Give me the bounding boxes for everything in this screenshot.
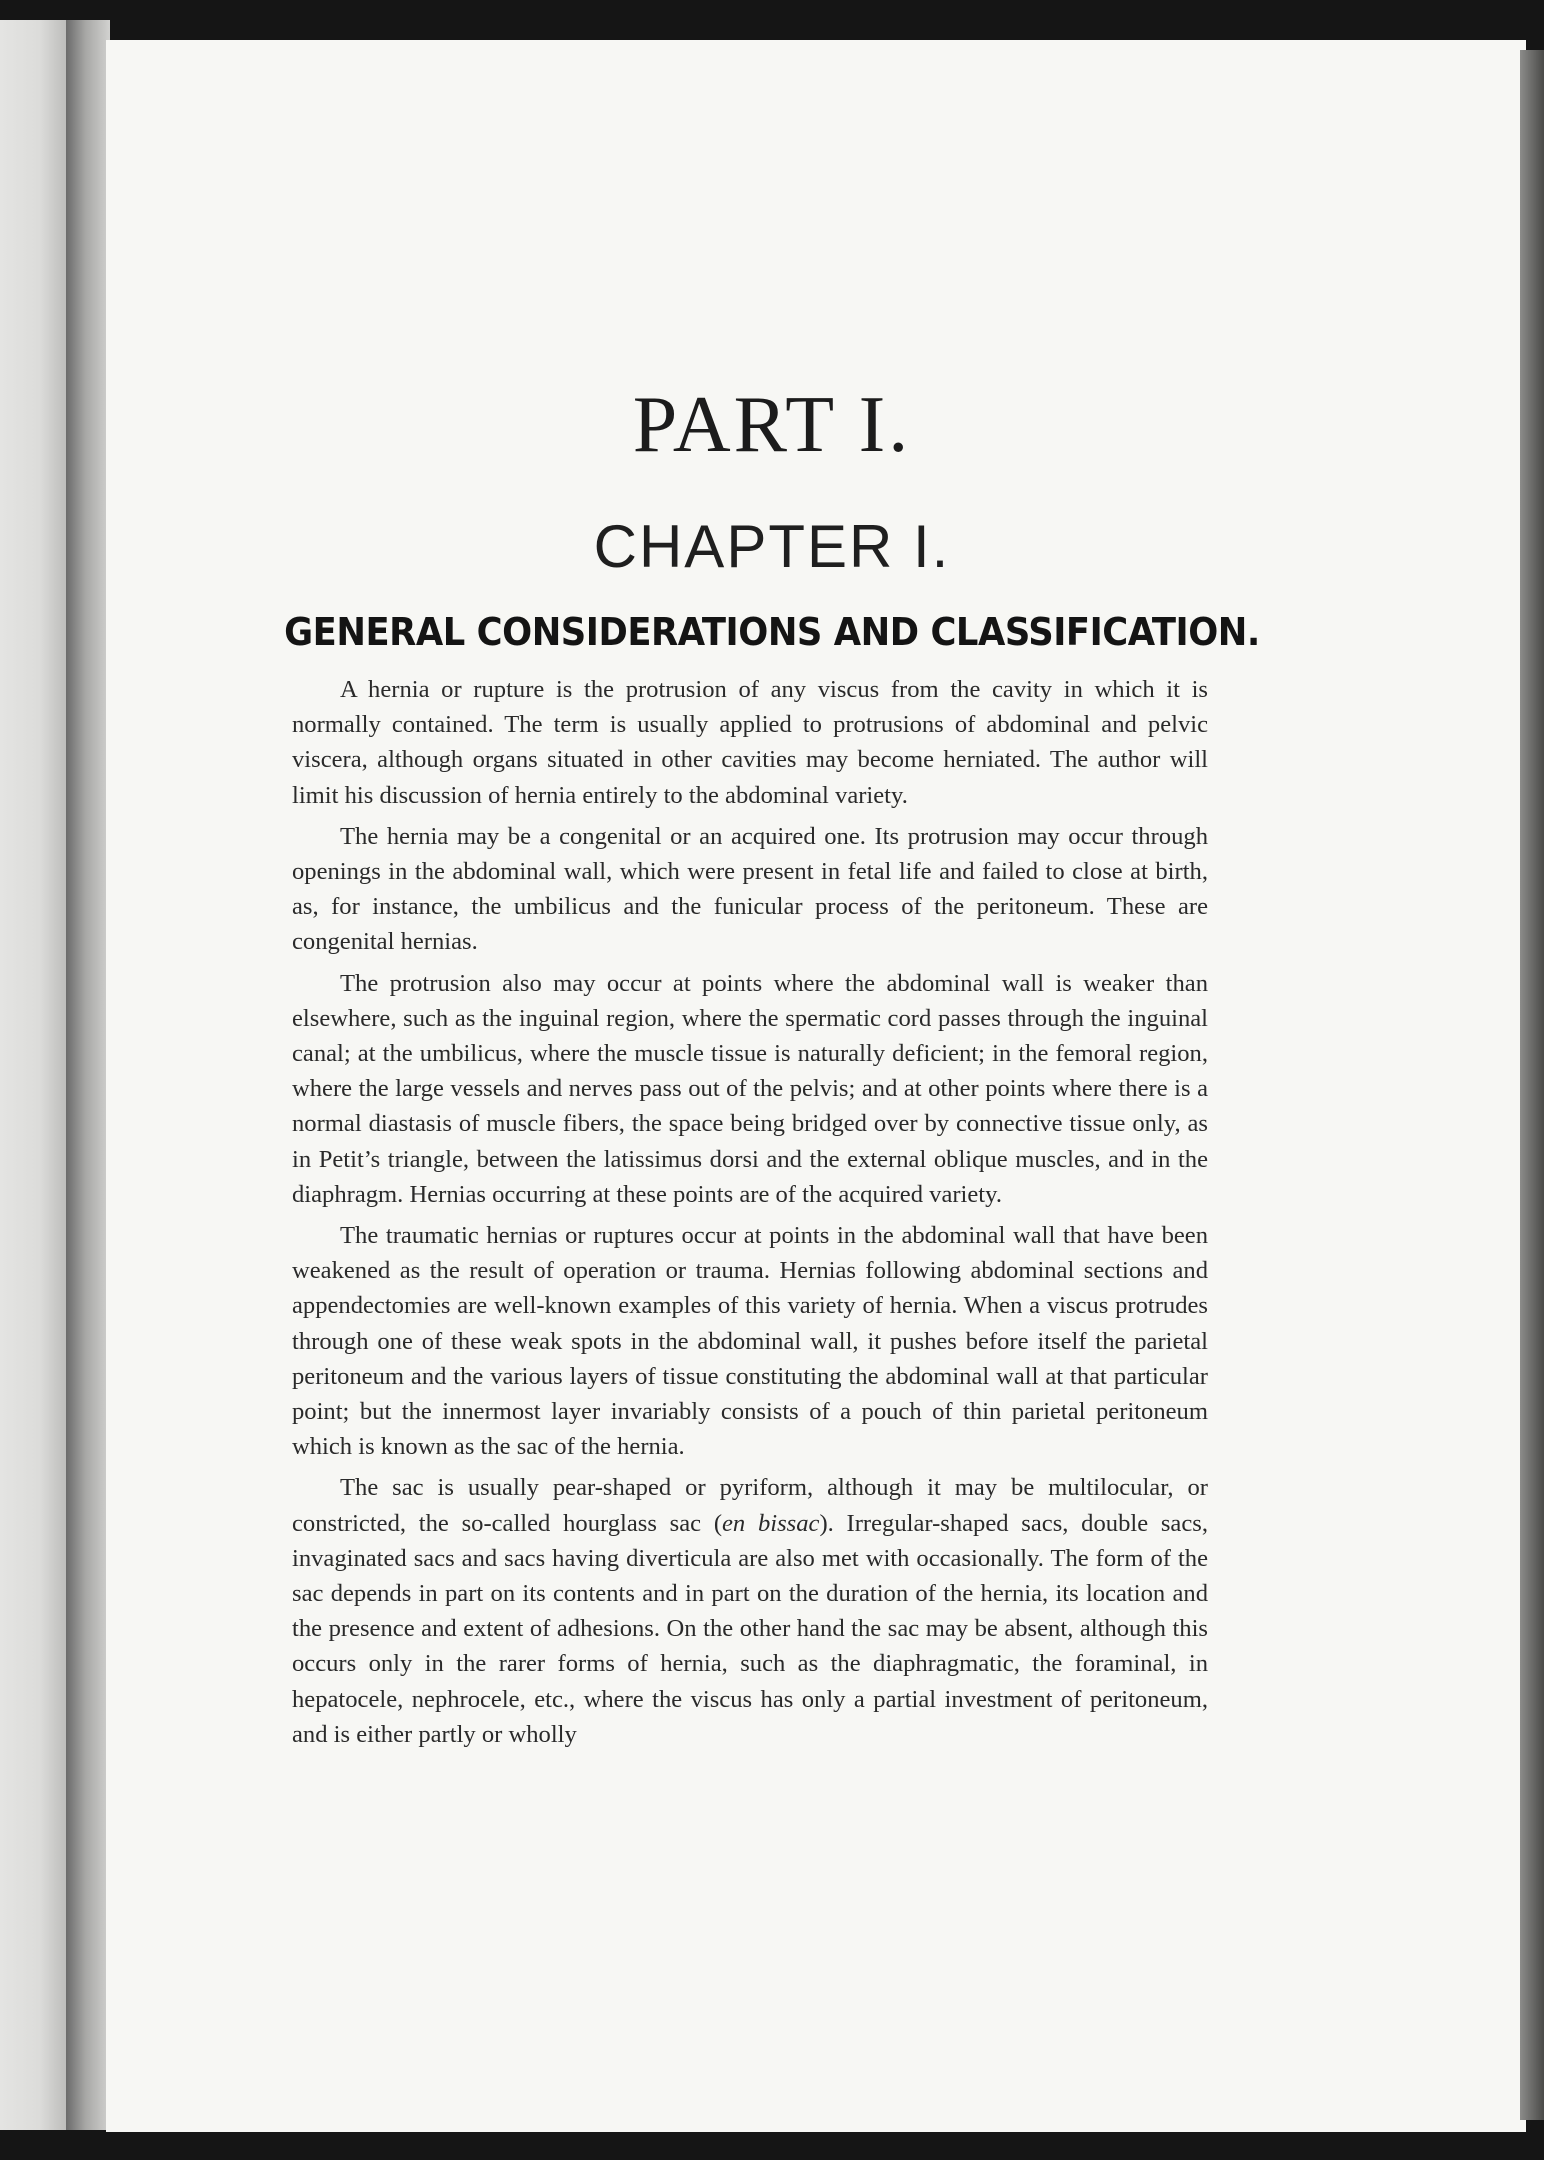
part-title: PART I. xyxy=(632,381,912,469)
chapter-subtitle: GENERAL CONSIDERATIONS AND CLASSIFICATION. xyxy=(284,610,1260,654)
page-stack-edge xyxy=(1520,50,1544,2120)
paragraph: The sac is usually pear-shaped or pyriform, although it may be multilocular, or constricted, the so-called hourglass sac (en bissac). Irregular-shaped sacs, double sacs, invaginated sacs and sacs having diverticula are also met with occasionally. The form of the sac depends in part on its contents and in part on the duration of the hernia, its location and the presence and extent of adhesions. On the other hand the sac may be absent, although this occurs only in the rarer forms of hernia, such as the diaphragmatic, the foraminal, in hepatocele, nephrocele, etc., where the viscus has only a partial investment of peritoneum, and is either partly or wholly xyxy=(292,1474,1208,1748)
paragraph: The traumatic hernias or ruptures occur at points in the abdominal wall that have been weakened as the result of operation or trauma. Hernias following abdominal sections and appendectomies are well-known examples of this variety of hernia. When a viscus protrudes through one of these weak spots in the abdominal wall, it pushes before itself the parietal peritoneum and the various layers of tissue constituting the abdominal wall at that particular point; but the innermost layer invariably consists of a pouch of thin parietal peritoneum which is known as the sac of the hernia. xyxy=(292,1222,1208,1461)
book-gutter xyxy=(66,20,110,2130)
chapter-body xyxy=(292,672,1208,1758)
paragraph: The hernia may be a congenital or an acquired one. Its protrusion may occur through openings in the abdominal wall, which were present in fetal life and failed to close at birth, as, for instance, the umbilicus and the funicular process of the peritoneum. These are congenital hernias. xyxy=(292,822,1208,956)
paragraph: The protrusion also may occur at points where the abdominal wall is weaker than elsewhere, such as the inguinal region, where the spermatic cord passes through the inguinal canal; at the umbilicus, where the muscle tissue is naturally deficient; in the femoral region, where the large vessels and nerves pass out of the pelvis; and at other points where there is a normal diastasis of muscle fibers, the space being bridged over by connective tissue only, as in Petit’s triangle, between the latissimus dorsi and the external oblique muscles, and in the diaphragm. Hernias occurring at these points are of the acquired variety. xyxy=(292,969,1208,1208)
italic-term: en bissac xyxy=(722,1509,820,1537)
chapter-title: CHAPTER I. xyxy=(593,513,951,580)
paragraph: A hernia or rupture is the protrusion of any viscus from the cavity in which it is normally contained. The term is usually applied to protrusions of abdominal and pelvic viscera, although organs situated in other cavities may become herniated. The author will limit his discussion of hernia entirely to the abdominal variety. xyxy=(292,676,1208,809)
left-page-edge xyxy=(0,20,66,2130)
